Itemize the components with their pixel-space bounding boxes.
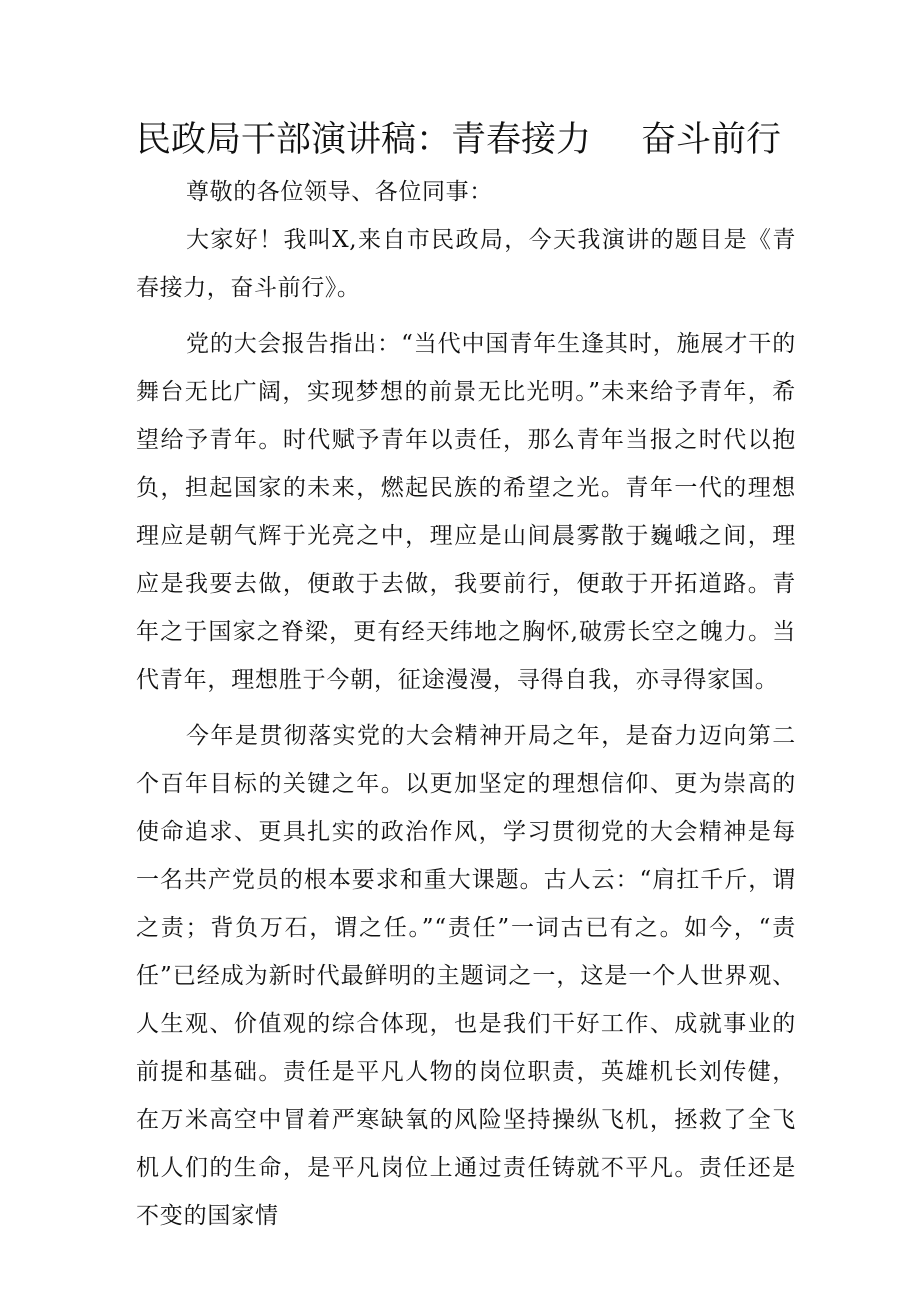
title-sub: 奋斗前行 bbox=[641, 120, 782, 160]
body-paragraph-1: 党的大会报告指出：“当代中国青年生逢其时，施展才干的舞台无比广阔，实现梦想的前景无比光明。”未来给予青年，希望给予青年。时代赋予青年以责任，那么青年当报之时代以抱负，担起国家的未来，燃起民族的希望之光。青年一代的理想理应是朝气辉于光亮之中，理应是山间晨雾散于巍峨之间，理应是我要去做，便敢于去做，我要前行，便敢于开拓道路。青年之于国家之脊梁，更有经天纬地之胸怀,破雳长空之魄力。当代青年，理想胜于今朝，征途漫漫，寻得自我，亦寻得家国。 bbox=[136, 331, 796, 693]
document-title bbox=[136, 114, 816, 166]
body-paragraph-2: 今年是贯彻落实党的大会精神开局之年，是奋力迈向第二个百年目标的关键之年。以更加坚定的理想信仰、更为崇高的使命追求、更具扎实的政治作风，学习贯彻党的大会精神是每一名共产党员的根本要求和重大课题。古人云：“肩扛千斤，谓之责；背负万石，谓之任。”“责任”一词古已有之。如今，“责任”已经成为新时代最鲜明的主题词之一，这是一个人世界观、人生观、价值观的综合体现，也是我们干好工作、成就事业的前提和基础。责任是平凡人物的岗位职责，英雄机长刘传健，在万米高空中冒着严寒缺氧的风险坚持操纵飞机，拯救了全飞机人们的生命，是平凡岗位上通过责任铸就不平凡。责任还是不变的国家情 bbox=[136, 723, 796, 1229]
salutation: 尊敬的各位领导、各位同事： bbox=[186, 179, 493, 205]
document-body bbox=[136, 168, 796, 1240]
title-main: 民政局干部演讲稿：青春接力 bbox=[136, 120, 592, 160]
intro-paragraph: 大家好！我叫X,来自市民政局，今天我演讲的题目是《青春接力，奋斗前行》。 bbox=[136, 227, 796, 301]
